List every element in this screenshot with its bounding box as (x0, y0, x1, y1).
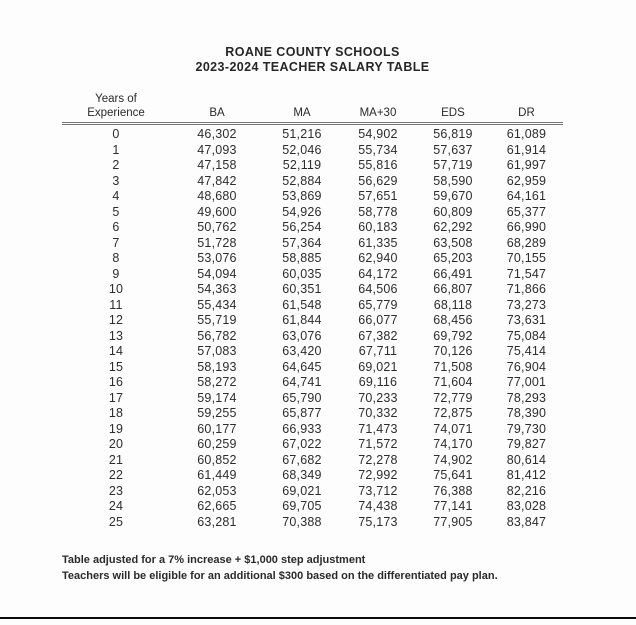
salary-value-cell: 61,914 (506, 142, 547, 157)
table-row (62, 422, 563, 438)
years-of-experience-cell: 20 (108, 437, 124, 451)
years-of-experience-cell: 23 (108, 483, 124, 498)
column-header-ma30: MA+30 (340, 92, 416, 124)
salary-value-cell: 55,434 (197, 297, 237, 312)
salary-value-cell: 61,089 (506, 127, 547, 141)
salary-value-cell: 65,377 (506, 204, 547, 219)
salary-value-cell: 60,852 (197, 452, 237, 467)
salary-value-cell: 54,363 (197, 282, 237, 296)
table-row (62, 360, 563, 376)
years-of-experience-cell: 24 (108, 499, 124, 513)
salary-value-cell: 56,819 (433, 127, 473, 141)
salary-value-cell: 64,172 (358, 266, 398, 281)
salary-value-cell: 53,869 (282, 189, 322, 203)
salary-value-cell: 61,449 (197, 468, 237, 482)
footnote-adjustment: Table adjusted for a 7% increase + $1,000 step adjustment (62, 554, 366, 566)
years-of-experience-cell: 9 (112, 266, 120, 281)
column-header-eds: EDS (416, 92, 490, 124)
salary-table (62, 92, 563, 530)
salary-value-cell: 62,053 (197, 483, 237, 498)
salary-value-cell: 72,992 (358, 468, 398, 482)
salary-value-cell: 79,827 (506, 437, 547, 451)
bottom-page-rule (0, 617, 636, 619)
years-of-experience-cell: 25 (108, 514, 124, 529)
salary-value-cell: 60,259 (197, 437, 237, 451)
salary-value-cell: 74,071 (433, 421, 473, 436)
salary-value-cell: 64,506 (358, 282, 398, 296)
years-of-experience-cell: 7 (112, 235, 120, 250)
salary-value-cell: 57,719 (433, 158, 473, 172)
salary-value-cell: 68,456 (433, 313, 473, 327)
salary-value-cell: 69,116 (358, 375, 398, 389)
table-row (62, 267, 563, 283)
salary-value-cell: 61,997 (506, 158, 547, 172)
table-row (62, 158, 563, 174)
years-of-experience-cell: 14 (108, 344, 124, 358)
salary-value-cell: 83,028 (506, 499, 547, 513)
salary-value-cell: 63,076 (282, 328, 322, 343)
salary-value-cell: 60,183 (358, 220, 398, 234)
salary-value-cell: 65,790 (282, 390, 322, 405)
salary-value-cell: 70,388 (282, 514, 322, 529)
table-row (62, 375, 563, 391)
salary-value-cell: 54,902 (358, 127, 398, 141)
table-row (62, 189, 563, 205)
salary-value-cell: 63,420 (282, 344, 322, 358)
salary-value-cell: 52,884 (282, 173, 322, 188)
years-of-experience-cell: 16 (108, 375, 124, 389)
salary-value-cell: 77,141 (433, 499, 473, 513)
salary-value-cell: 70,332 (358, 406, 398, 420)
salary-value-cell: 71,572 (358, 437, 398, 451)
years-of-experience-cell: 12 (108, 313, 124, 327)
salary-value-cell: 55,816 (358, 158, 398, 172)
salary-value-cell: 46,302 (197, 127, 237, 141)
salary-value-cell: 78,390 (506, 406, 547, 420)
salary-value-cell: 60,809 (433, 204, 473, 219)
table-row (62, 174, 563, 190)
years-of-experience-cell: 2 (112, 158, 120, 172)
salary-value-cell: 52,119 (282, 158, 322, 172)
salary-value-cell: 70,155 (506, 251, 547, 265)
salary-value-cell: 65,877 (282, 406, 322, 420)
years-of-experience-cell: 17 (108, 390, 124, 405)
salary-value-cell: 75,414 (506, 344, 547, 358)
document-title-block (62, 45, 563, 75)
table-row (62, 437, 563, 453)
salary-value-cell: 51,728 (197, 235, 237, 250)
salary-value-cell: 51,216 (282, 127, 322, 141)
salary-table-header (62, 92, 563, 124)
salary-value-cell: 67,682 (282, 452, 322, 467)
salary-value-cell: 81,412 (506, 468, 547, 482)
salary-value-cell: 65,203 (433, 251, 473, 265)
salary-value-cell: 71,866 (506, 282, 547, 296)
years-of-experience-cell: 15 (108, 359, 124, 374)
salary-value-cell: 47,093 (197, 142, 237, 157)
salary-value-cell: 69,705 (282, 499, 322, 513)
salary-value-cell: 72,875 (433, 406, 473, 420)
experience-header-stack (62, 92, 170, 120)
years-of-experience-cell: 10 (108, 282, 124, 296)
salary-value-cell: 78,293 (506, 390, 547, 405)
salary-value-cell: 77,001 (506, 375, 547, 389)
table-row (62, 344, 563, 360)
years-of-experience-cell: 3 (112, 173, 120, 188)
table-row (62, 205, 563, 221)
salary-value-cell: 60,035 (282, 266, 322, 281)
column-header-ma: MA (264, 92, 340, 124)
salary-value-cell: 73,631 (506, 313, 547, 327)
salary-value-cell: 61,335 (358, 235, 398, 250)
salary-value-cell: 56,254 (282, 220, 322, 234)
years-of-experience-cell: 19 (108, 421, 124, 436)
salary-value-cell: 54,926 (282, 204, 322, 219)
salary-value-cell: 49,600 (197, 204, 237, 219)
salary-value-cell: 58,272 (197, 375, 237, 389)
salary-value-cell: 58,778 (358, 204, 398, 219)
salary-value-cell: 50,762 (197, 220, 237, 234)
salary-value-cell: 64,741 (282, 375, 322, 389)
salary-value-cell: 68,349 (282, 468, 322, 482)
salary-value-cell: 83,847 (506, 514, 547, 529)
salary-value-cell: 58,193 (197, 359, 237, 374)
salary-value-cell: 69,021 (358, 359, 398, 374)
salary-value-cell: 71,508 (433, 359, 473, 374)
column-header-experience (62, 92, 170, 124)
salary-value-cell: 71,604 (433, 375, 473, 389)
salary-value-cell: 48,680 (197, 189, 237, 203)
years-of-experience-cell: 6 (112, 220, 120, 234)
table-row (62, 468, 563, 484)
salary-value-cell: 71,547 (506, 266, 547, 281)
salary-value-cell: 68,118 (433, 297, 473, 312)
salary-value-cell: 75,173 (358, 514, 398, 529)
salary-value-cell: 70,126 (433, 344, 473, 358)
salary-value-cell: 76,388 (433, 483, 473, 498)
salary-value-cell: 66,807 (433, 282, 473, 296)
table-row (62, 236, 563, 252)
years-of-experience-cell: 13 (108, 328, 124, 343)
years-of-experience-cell: 1 (112, 142, 120, 157)
table-row (62, 143, 563, 159)
salary-value-cell: 74,438 (358, 499, 398, 513)
salary-value-cell: 69,792 (433, 328, 473, 343)
salary-value-cell: 57,364 (282, 235, 322, 250)
column-header-dr: DR (490, 92, 563, 124)
salary-value-cell: 57,637 (433, 142, 473, 157)
table-row (62, 329, 563, 345)
salary-value-cell: 47,842 (197, 173, 237, 188)
table-row (62, 406, 563, 422)
column-header-ba: BA (170, 92, 264, 124)
salary-value-cell: 59,255 (197, 406, 237, 420)
salary-value-cell: 64,161 (506, 189, 547, 203)
salary-value-cell: 71,473 (358, 421, 398, 436)
salary-value-cell: 75,641 (433, 468, 473, 482)
salary-value-cell: 62,940 (358, 251, 398, 265)
salary-value-cell: 82,216 (506, 483, 547, 498)
salary-value-cell: 73,273 (506, 297, 547, 312)
salary-value-cell: 66,077 (358, 313, 398, 327)
salary-value-cell: 63,281 (197, 514, 237, 529)
salary-value-cell: 60,351 (282, 282, 322, 296)
salary-value-cell: 68,289 (506, 235, 547, 250)
salary-value-cell: 75,084 (506, 328, 547, 343)
salary-value-cell: 62,665 (197, 499, 237, 513)
table-row (62, 453, 563, 469)
table-row (62, 124, 563, 143)
salary-value-cell: 57,651 (358, 189, 398, 203)
footnote-differentiated-pay: Teachers will be eligible for an additional $300 based on the differentiated pay plan. (62, 570, 498, 582)
table-row (62, 251, 563, 267)
salary-value-cell: 61,844 (282, 313, 322, 327)
years-of-experience-cell: 18 (108, 406, 124, 420)
salary-value-cell: 69,021 (282, 483, 322, 498)
salary-value-cell: 56,782 (197, 328, 237, 343)
table-row (62, 499, 563, 515)
salary-value-cell: 74,170 (433, 437, 473, 451)
header-row (62, 92, 563, 124)
table-row (62, 515, 563, 531)
table-row (62, 313, 563, 329)
salary-value-cell: 73,712 (358, 483, 398, 498)
salary-value-cell: 62,292 (433, 220, 473, 234)
salary-value-cell: 59,670 (433, 189, 473, 203)
salary-value-cell: 55,734 (358, 142, 398, 157)
salary-value-cell: 74,902 (433, 452, 473, 467)
salary-value-cell: 67,711 (358, 344, 398, 358)
salary-value-cell: 67,022 (282, 437, 322, 451)
salary-value-cell: 67,382 (358, 328, 398, 343)
table-row (62, 298, 563, 314)
years-of-experience-cell: 21 (108, 452, 124, 467)
years-of-experience-cell: 11 (109, 297, 123, 312)
salary-value-cell: 53,076 (197, 251, 237, 265)
salary-value-cell: 47,158 (197, 158, 237, 172)
experience-header-line1: Years of (95, 93, 137, 105)
table-row (62, 220, 563, 236)
salary-value-cell: 62,959 (506, 173, 547, 188)
salary-value-cell: 52,046 (282, 142, 322, 157)
salary-value-cell: 59,174 (197, 390, 237, 405)
page-subtitle: 2023-2024 TEACHER SALARY TABLE (195, 60, 430, 74)
salary-value-cell: 72,278 (358, 452, 398, 467)
salary-value-cell: 80,614 (506, 452, 547, 467)
experience-header-line2: Experience (87, 107, 145, 119)
salary-value-cell: 54,094 (197, 266, 237, 281)
salary-value-cell: 70,233 (358, 390, 398, 405)
salary-value-cell: 60,177 (197, 421, 237, 436)
salary-value-cell: 57,083 (197, 344, 237, 358)
salary-value-cell: 55,719 (197, 313, 237, 327)
table-row (62, 282, 563, 298)
salary-value-cell: 66,990 (506, 220, 547, 234)
salary-value-cell: 64,645 (282, 359, 322, 374)
salary-value-cell: 72,779 (433, 390, 473, 405)
years-of-experience-cell: 0 (112, 127, 120, 141)
years-of-experience-cell: 4 (112, 189, 120, 203)
salary-value-cell: 79,730 (506, 421, 547, 436)
footnotes-block (62, 552, 622, 584)
salary-value-cell: 77,905 (433, 514, 473, 529)
salary-value-cell: 76,904 (506, 359, 547, 374)
salary-value-cell: 61,548 (282, 297, 322, 312)
table-row (62, 484, 563, 500)
years-of-experience-cell: 22 (108, 468, 124, 482)
years-of-experience-cell: 8 (112, 251, 120, 265)
page-title: ROANE COUNTY SCHOOLS (225, 45, 400, 59)
salary-value-cell: 66,933 (282, 421, 322, 436)
salary-value-cell: 56,629 (358, 173, 398, 188)
salary-value-cell: 65,779 (358, 297, 398, 312)
salary-value-cell: 66,491 (433, 266, 473, 281)
salary-value-cell: 63,508 (433, 235, 473, 250)
salary-value-cell: 58,885 (282, 251, 322, 265)
years-of-experience-cell: 5 (112, 204, 120, 219)
table-row (62, 391, 563, 407)
salary-value-cell: 58,590 (433, 173, 473, 188)
salary-table-body (62, 124, 563, 531)
